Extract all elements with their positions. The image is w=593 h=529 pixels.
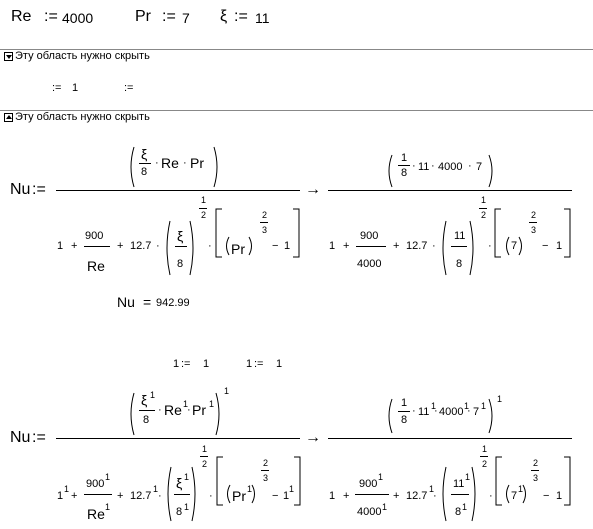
region-label-bottom[interactable]: Эту область нужно скрыть	[15, 111, 150, 123]
bracket-right	[293, 456, 301, 506]
xi-symbol: ξ	[141, 392, 148, 408]
exp-denominator: 2	[201, 210, 207, 220]
superscript: 1	[429, 484, 435, 494]
paren-right	[518, 236, 524, 256]
plus-operator: +	[343, 490, 350, 502]
hidden-assign-1[interactable]: :=	[52, 82, 62, 94]
fraction-bar	[261, 470, 269, 471]
c900: 900	[359, 478, 378, 490]
fraction-bar	[139, 410, 155, 411]
superscript: 1	[209, 399, 215, 409]
dot-operator: ·	[183, 157, 187, 169]
nu-lhs: Nu	[10, 429, 31, 446]
dot-operator: ·	[433, 490, 437, 502]
pr-symbol: Pr	[190, 155, 204, 171]
nu-lhs: Nu	[10, 181, 31, 198]
paren-right	[468, 220, 476, 276]
xi-symbol: ξ	[177, 228, 184, 244]
dot-operator: ·	[434, 405, 438, 417]
res-one: 1	[401, 152, 408, 164]
xi-value[interactable]: 11	[255, 10, 270, 26]
fraction-bar	[479, 208, 487, 209]
subdef-a-name[interactable]: 1	[173, 358, 180, 370]
fraction-bar	[451, 494, 469, 495]
paren-right	[214, 392, 222, 436]
paren-right	[248, 236, 254, 256]
res-eight: 8	[456, 258, 463, 270]
exp-numerator: 1	[481, 195, 487, 205]
pr-symbol: Pr	[192, 402, 206, 418]
xi-symbol: ξ	[176, 475, 183, 491]
dot-operator: ·	[156, 240, 160, 252]
fraction-bar	[84, 494, 112, 495]
paren-right	[487, 398, 495, 434]
c900: 900	[360, 230, 379, 242]
paren-left	[224, 236, 230, 256]
fraction-bar	[398, 411, 410, 412]
exp-numerator: 2	[533, 458, 539, 468]
eight-denominator: 8	[141, 166, 148, 178]
res-eight: 8	[401, 414, 408, 426]
plus-operator: +	[393, 490, 400, 502]
exp-denominator: 2	[482, 459, 488, 469]
fraction-bar	[199, 208, 207, 209]
dot-operator: ·	[489, 490, 493, 502]
dot-operator: ·	[209, 490, 213, 502]
superscript: 1	[431, 401, 437, 411]
dot-operator: ·	[412, 405, 416, 417]
one-constant: 1	[283, 490, 290, 502]
hidden-value-1[interactable]: 1	[72, 82, 79, 94]
one-constant: 1	[329, 240, 336, 252]
superscript: 1	[183, 399, 189, 409]
eight-denominator: 8	[176, 506, 183, 518]
paren-right	[522, 484, 528, 504]
xi-variable[interactable]: ξ	[220, 8, 228, 25]
res-4000: 4000	[439, 406, 464, 418]
fraction-bar	[480, 456, 488, 457]
pr-value[interactable]: 7	[182, 10, 190, 26]
res-4000: 4000	[357, 258, 382, 270]
one-constant: 1	[556, 240, 563, 252]
paren-left	[440, 220, 448, 276]
xi-assign-operator: :=	[234, 8, 248, 25]
dot-operator: ·	[187, 404, 191, 416]
region-expand-button[interactable]	[4, 113, 13, 122]
dot-operator: ·	[488, 240, 492, 252]
pr-variable[interactable]: Pr	[135, 8, 151, 25]
paren-right	[190, 466, 198, 522]
exp-denominator: 2	[481, 210, 487, 220]
fraction-bar	[260, 222, 268, 223]
main-fraction-bar	[328, 190, 572, 191]
main-fraction-bar	[328, 438, 572, 439]
re-symbol: Re	[87, 258, 105, 274]
superscript: 1	[105, 502, 111, 512]
res-11: 11	[418, 161, 430, 173]
paren-left	[386, 398, 394, 434]
one-constant: 1	[57, 240, 64, 252]
exp-numerator: 1	[482, 444, 488, 454]
res-11: 11	[418, 406, 430, 418]
superscript: 1	[184, 502, 190, 512]
exp-numerator: 1	[202, 444, 208, 454]
pr-symbol: Pr	[231, 241, 245, 257]
superscript: 1	[462, 502, 468, 512]
dot-operator: ·	[158, 404, 162, 416]
bracket-left	[215, 208, 223, 258]
plus-operator: +	[71, 490, 78, 502]
fraction-bar	[398, 165, 410, 166]
hidden-assign-2[interactable]: :=	[124, 82, 134, 94]
res-eight: 8	[455, 506, 462, 518]
c127: 12.7	[130, 490, 152, 502]
paren-left	[164, 220, 172, 276]
plus-operator: +	[117, 240, 124, 252]
subdef-a-assign: :=	[181, 358, 191, 370]
one-constant: 1	[556, 490, 563, 502]
res-7: 7	[476, 161, 483, 173]
pr-symbol: Pr	[232, 488, 246, 504]
main-fraction-bar	[56, 190, 300, 191]
re-symbol: Re	[87, 506, 105, 522]
res-one: 1	[401, 397, 408, 409]
paren-left	[165, 466, 173, 522]
main-fraction-bar	[56, 438, 300, 439]
dot-operator: ·	[432, 240, 436, 252]
re-assign-operator: :=	[44, 8, 58, 25]
dot-operator: ·	[467, 405, 471, 417]
re-symbol: Re	[161, 155, 179, 171]
c127: 12.7	[406, 490, 428, 502]
superscript: 1	[378, 472, 384, 482]
paren-left	[440, 466, 448, 522]
superscript: 1	[465, 472, 471, 482]
dot-operator: ·	[208, 240, 212, 252]
fraction-bar	[139, 163, 151, 164]
fraction-bar	[451, 246, 467, 247]
paren-left	[386, 154, 394, 188]
superscript: 1	[153, 484, 159, 494]
minus-operator: −	[543, 490, 550, 502]
c900: 900	[86, 478, 105, 490]
exp-numerator: 2	[263, 458, 269, 468]
exp-denominator: 3	[262, 225, 268, 235]
res-eight: 8	[401, 167, 408, 179]
eight-denominator: 8	[143, 414, 150, 426]
minus-operator: −	[542, 240, 549, 252]
fraction-bar	[531, 470, 539, 471]
plus-operator: +	[393, 240, 400, 252]
re-value[interactable]: 4000	[62, 10, 94, 26]
res-7: 7	[511, 490, 518, 502]
superscript: 1	[150, 390, 156, 400]
c900: 900	[85, 230, 104, 242]
paren-left	[504, 236, 510, 256]
superscript: 1	[464, 401, 470, 411]
superscript: 1	[224, 386, 230, 396]
plus-operator: +	[71, 240, 78, 252]
bracket-left	[494, 208, 502, 258]
superscript: 1	[105, 472, 111, 482]
fraction-bar	[84, 246, 110, 247]
res-11: 11	[453, 478, 465, 490]
fraction-bar	[529, 222, 537, 223]
assign-operator: :=	[32, 429, 46, 446]
bracket-right	[563, 208, 571, 258]
c127: 12.7	[406, 240, 428, 252]
bracket-right	[563, 456, 571, 506]
re-variable[interactable]: Re	[11, 8, 32, 25]
triangle-down-icon	[6, 55, 12, 59]
fraction-bar	[174, 494, 190, 495]
bracket-right	[292, 208, 300, 258]
subdef-b-assign: :=	[254, 358, 264, 370]
subdef-b-name[interactable]: 1	[246, 358, 253, 370]
exp-numerator: 2	[262, 210, 268, 220]
one-constant: 1	[329, 490, 336, 502]
assign-operator: :=	[32, 181, 46, 198]
paren-left	[504, 484, 510, 504]
region-collapse-button[interactable]	[4, 52, 13, 61]
paren-right	[212, 146, 220, 188]
symbolic-evaluation-arrow: →	[305, 429, 321, 446]
paren-right	[188, 220, 196, 276]
xi-symbol: ξ	[141, 146, 148, 162]
re-symbol: Re	[164, 402, 182, 418]
exp-numerator: 2	[531, 210, 537, 220]
dot-operator: ·	[155, 157, 159, 169]
res-7: 7	[511, 240, 518, 252]
minus-operator: −	[272, 490, 279, 502]
nu-result-name: Nu	[117, 294, 135, 310]
res-4000: 4000	[357, 506, 382, 518]
exp-denominator: 3	[263, 473, 269, 483]
paren-left	[225, 484, 231, 504]
fraction-bar	[356, 246, 386, 247]
superscript: 1	[481, 401, 487, 411]
dot-operator: ·	[412, 160, 416, 172]
superscript: 1	[289, 484, 295, 494]
superscript: 1	[247, 484, 253, 494]
triangle-up-icon	[6, 115, 12, 119]
res-7: 7	[473, 406, 480, 418]
dot-operator: ·	[431, 160, 435, 172]
superscript: 1	[497, 394, 503, 404]
fraction-bar	[355, 494, 389, 495]
superscript: 1	[518, 484, 524, 494]
pr-assign-operator: :=	[162, 8, 176, 25]
plus-operator: +	[117, 490, 124, 502]
exp-denominator: 3	[533, 473, 539, 483]
region-label-top[interactable]: Эту область нужно скрыть	[15, 50, 150, 62]
equals-operator: =	[143, 294, 152, 310]
superscript: 1	[184, 472, 190, 482]
paren-left	[128, 146, 136, 188]
nu-result-value: 942.99	[156, 297, 190, 309]
res-11: 11	[454, 230, 466, 242]
plus-operator: +	[343, 240, 350, 252]
symbolic-evaluation-arrow: →	[305, 181, 321, 198]
subdef-b-value[interactable]: 1	[276, 358, 283, 370]
bracket-left	[216, 456, 224, 506]
fraction-bar	[200, 456, 208, 457]
superscript: 1	[64, 484, 70, 494]
one-constant: 1	[284, 240, 291, 252]
eight-denominator: 8	[177, 258, 184, 270]
exp-numerator: 1	[201, 195, 207, 205]
res-4000: 4000	[438, 161, 463, 173]
exp-denominator: 2	[202, 459, 208, 469]
paren-right	[470, 466, 478, 522]
bracket-left	[495, 456, 503, 506]
paren-left	[128, 392, 136, 436]
paren-right	[251, 484, 257, 504]
minus-operator: −	[272, 240, 279, 252]
paren-right	[487, 154, 495, 188]
fraction-bar	[175, 246, 187, 247]
exp-denominator: 3	[531, 225, 537, 235]
superscript: 1	[382, 502, 388, 512]
subdef-a-value[interactable]: 1	[203, 358, 210, 370]
dot-operator: ·	[468, 160, 472, 172]
dot-operator: ·	[158, 490, 162, 502]
c127: 12.7	[130, 240, 152, 252]
one-constant: 1	[57, 490, 64, 502]
